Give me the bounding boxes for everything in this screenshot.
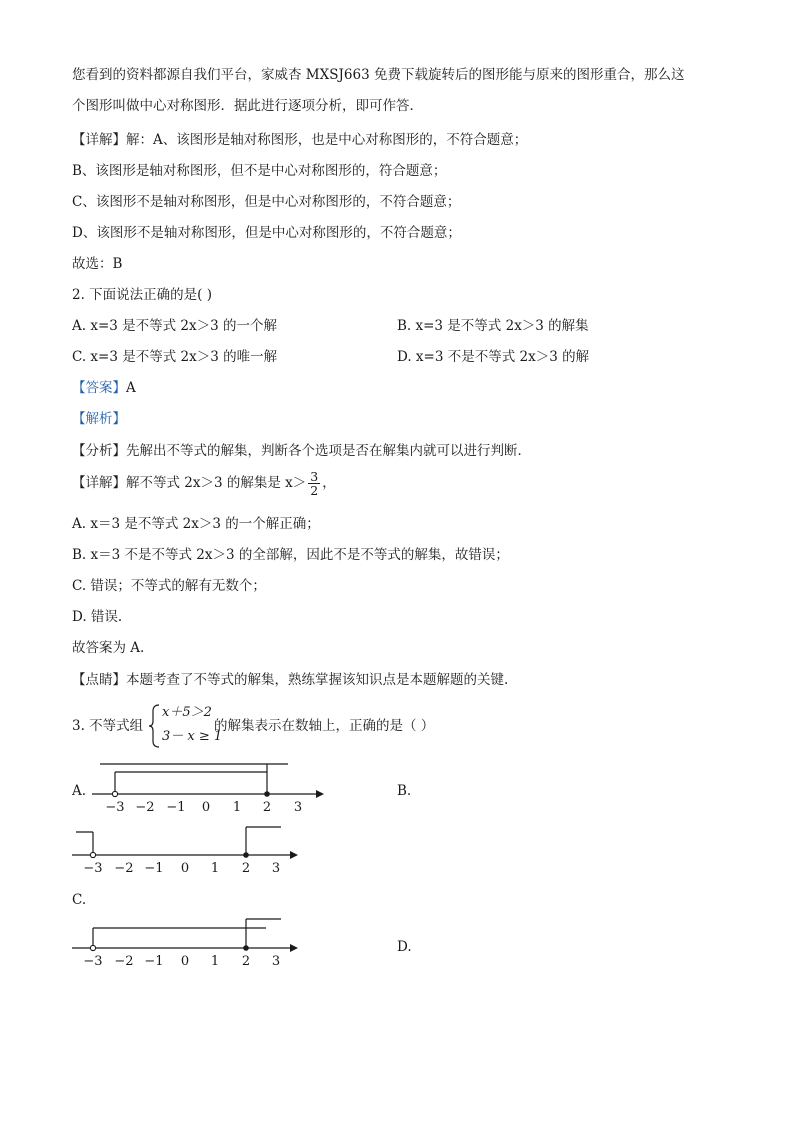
analysis-tag — [72, 410, 126, 428]
open-point — [90, 852, 95, 857]
analysis-text: 【分析】先解出不等式的解集，判断各个选项是否在解集内就可以进行判断． — [72, 443, 531, 459]
number-line-a — [88, 757, 328, 815]
fraction-numerator: 3 — [310, 469, 319, 484]
solution-a: A. x＝3 是不等式 2x＞3 的一个解正确； — [72, 516, 320, 532]
open-point — [90, 945, 95, 950]
choice-b-label: B. — [397, 783, 412, 799]
choice-c-label: C. — [72, 892, 87, 908]
detail-d: D、该图形不是轴对称图形，但是中心对称图形的，不符合题意； — [72, 225, 461, 241]
fraction-three-halves — [308, 470, 320, 497]
tick-label: 1 — [210, 861, 220, 876]
detail-a: 【详解】解：A、该图形是轴对称图形，也是中心对称图形的，不符合题意； — [72, 132, 528, 148]
system-eq-1: x＋5＞2 — [162, 705, 212, 720]
q2-option-c: C. x=3 是不等式 2x＞3 的唯一解 — [72, 349, 278, 365]
tick-label: −1 — [144, 954, 164, 969]
text-line-2: 个图形叫做中心对称图形．据此进行逐项分析，即可作答． — [72, 98, 423, 114]
tick-label: −3 — [83, 861, 103, 876]
tick-label: 3 — [293, 800, 303, 815]
tick-label: 1 — [232, 800, 242, 815]
system-brace — [148, 703, 162, 749]
system-eq-2: 3－ x ≥ 1 — [162, 729, 223, 744]
solution-b: B. x＝3 不是不等式 2x＞3 的全部解，因此不是不等式的解集，故错误； — [72, 547, 509, 563]
detail-c: C、该图形不是轴对称图形，但是中心对称图形的，不符合题意； — [72, 194, 461, 210]
tick-label: −2 — [135, 800, 155, 815]
final-answer: 故答案为 A. — [72, 640, 145, 656]
q2-option-b: B. x=3 是不等式 2x＞3 的解集 — [397, 318, 589, 334]
open-point — [112, 791, 117, 796]
q2-option-d: D. x=3 不是不等式 2x＞3 的解 — [397, 349, 590, 365]
detail-solution — [72, 470, 336, 497]
tick-label: −1 — [144, 861, 164, 876]
solution-c: C. 错误；不等式的解有无数个； — [72, 578, 266, 594]
tick-label: −2 — [114, 861, 134, 876]
tick-label: 0 — [180, 954, 190, 969]
closed-point — [243, 945, 249, 951]
key-point: 【点睛】本题考查了不等式的解集，熟练掌握该知识点是本题解题的关键. — [72, 672, 509, 688]
text-line-1: 您看到的资料都源自我们平台，家威杏 MXSJ663 免费下载旋转后的图形能与原来的图形重合，那么这 — [72, 67, 685, 83]
tick-label: 3 — [271, 954, 281, 969]
closed-point — [264, 791, 270, 797]
analysis-tag-text: 【解析】 — [72, 411, 126, 427]
number-line-b — [68, 822, 308, 880]
q2-option-a: A. x=3 是不等式 2x＞3 的一个解 — [72, 318, 278, 334]
closed-point — [243, 852, 249, 858]
solution-d: D. 错误. — [72, 609, 123, 625]
tick-label: −1 — [166, 800, 186, 815]
tick-label: 2 — [241, 861, 251, 876]
choose-b: 故选：B — [72, 256, 123, 272]
tick-label: 0 — [180, 861, 190, 876]
fraction-denominator: 2 — [310, 483, 319, 498]
detail-b: B、该图形是轴对称图形，但不是中心对称图形的，符合题意； — [72, 163, 447, 179]
tick-label: 1 — [210, 954, 220, 969]
answer-tag: 【答案】 — [72, 380, 126, 396]
question-3-prefix: 3. 不等式组 — [72, 718, 144, 734]
detail-solution-post: ， — [322, 475, 336, 491]
choice-d-label: D. — [397, 939, 412, 955]
detail-solution-pre: 【详解】解不等式 2x＞3 的解集是 x＞ — [72, 475, 307, 491]
tick-label: 2 — [262, 800, 272, 815]
tick-label: 2 — [241, 954, 251, 969]
answer-value: A — [126, 380, 136, 396]
number-line-c — [68, 914, 308, 972]
tick-label: −2 — [114, 954, 134, 969]
choice-a-label: A. — [72, 783, 87, 799]
answer-line — [72, 379, 136, 397]
question-2: 2. 下面说法正确的是( ) — [72, 287, 212, 303]
tick-label: 3 — [271, 861, 281, 876]
tick-label: −3 — [105, 800, 125, 815]
tick-label: −3 — [83, 954, 103, 969]
question-3-suffix: 的解集表示在数轴上，正确的是（ ） — [214, 718, 435, 734]
tick-label: 0 — [201, 800, 211, 815]
